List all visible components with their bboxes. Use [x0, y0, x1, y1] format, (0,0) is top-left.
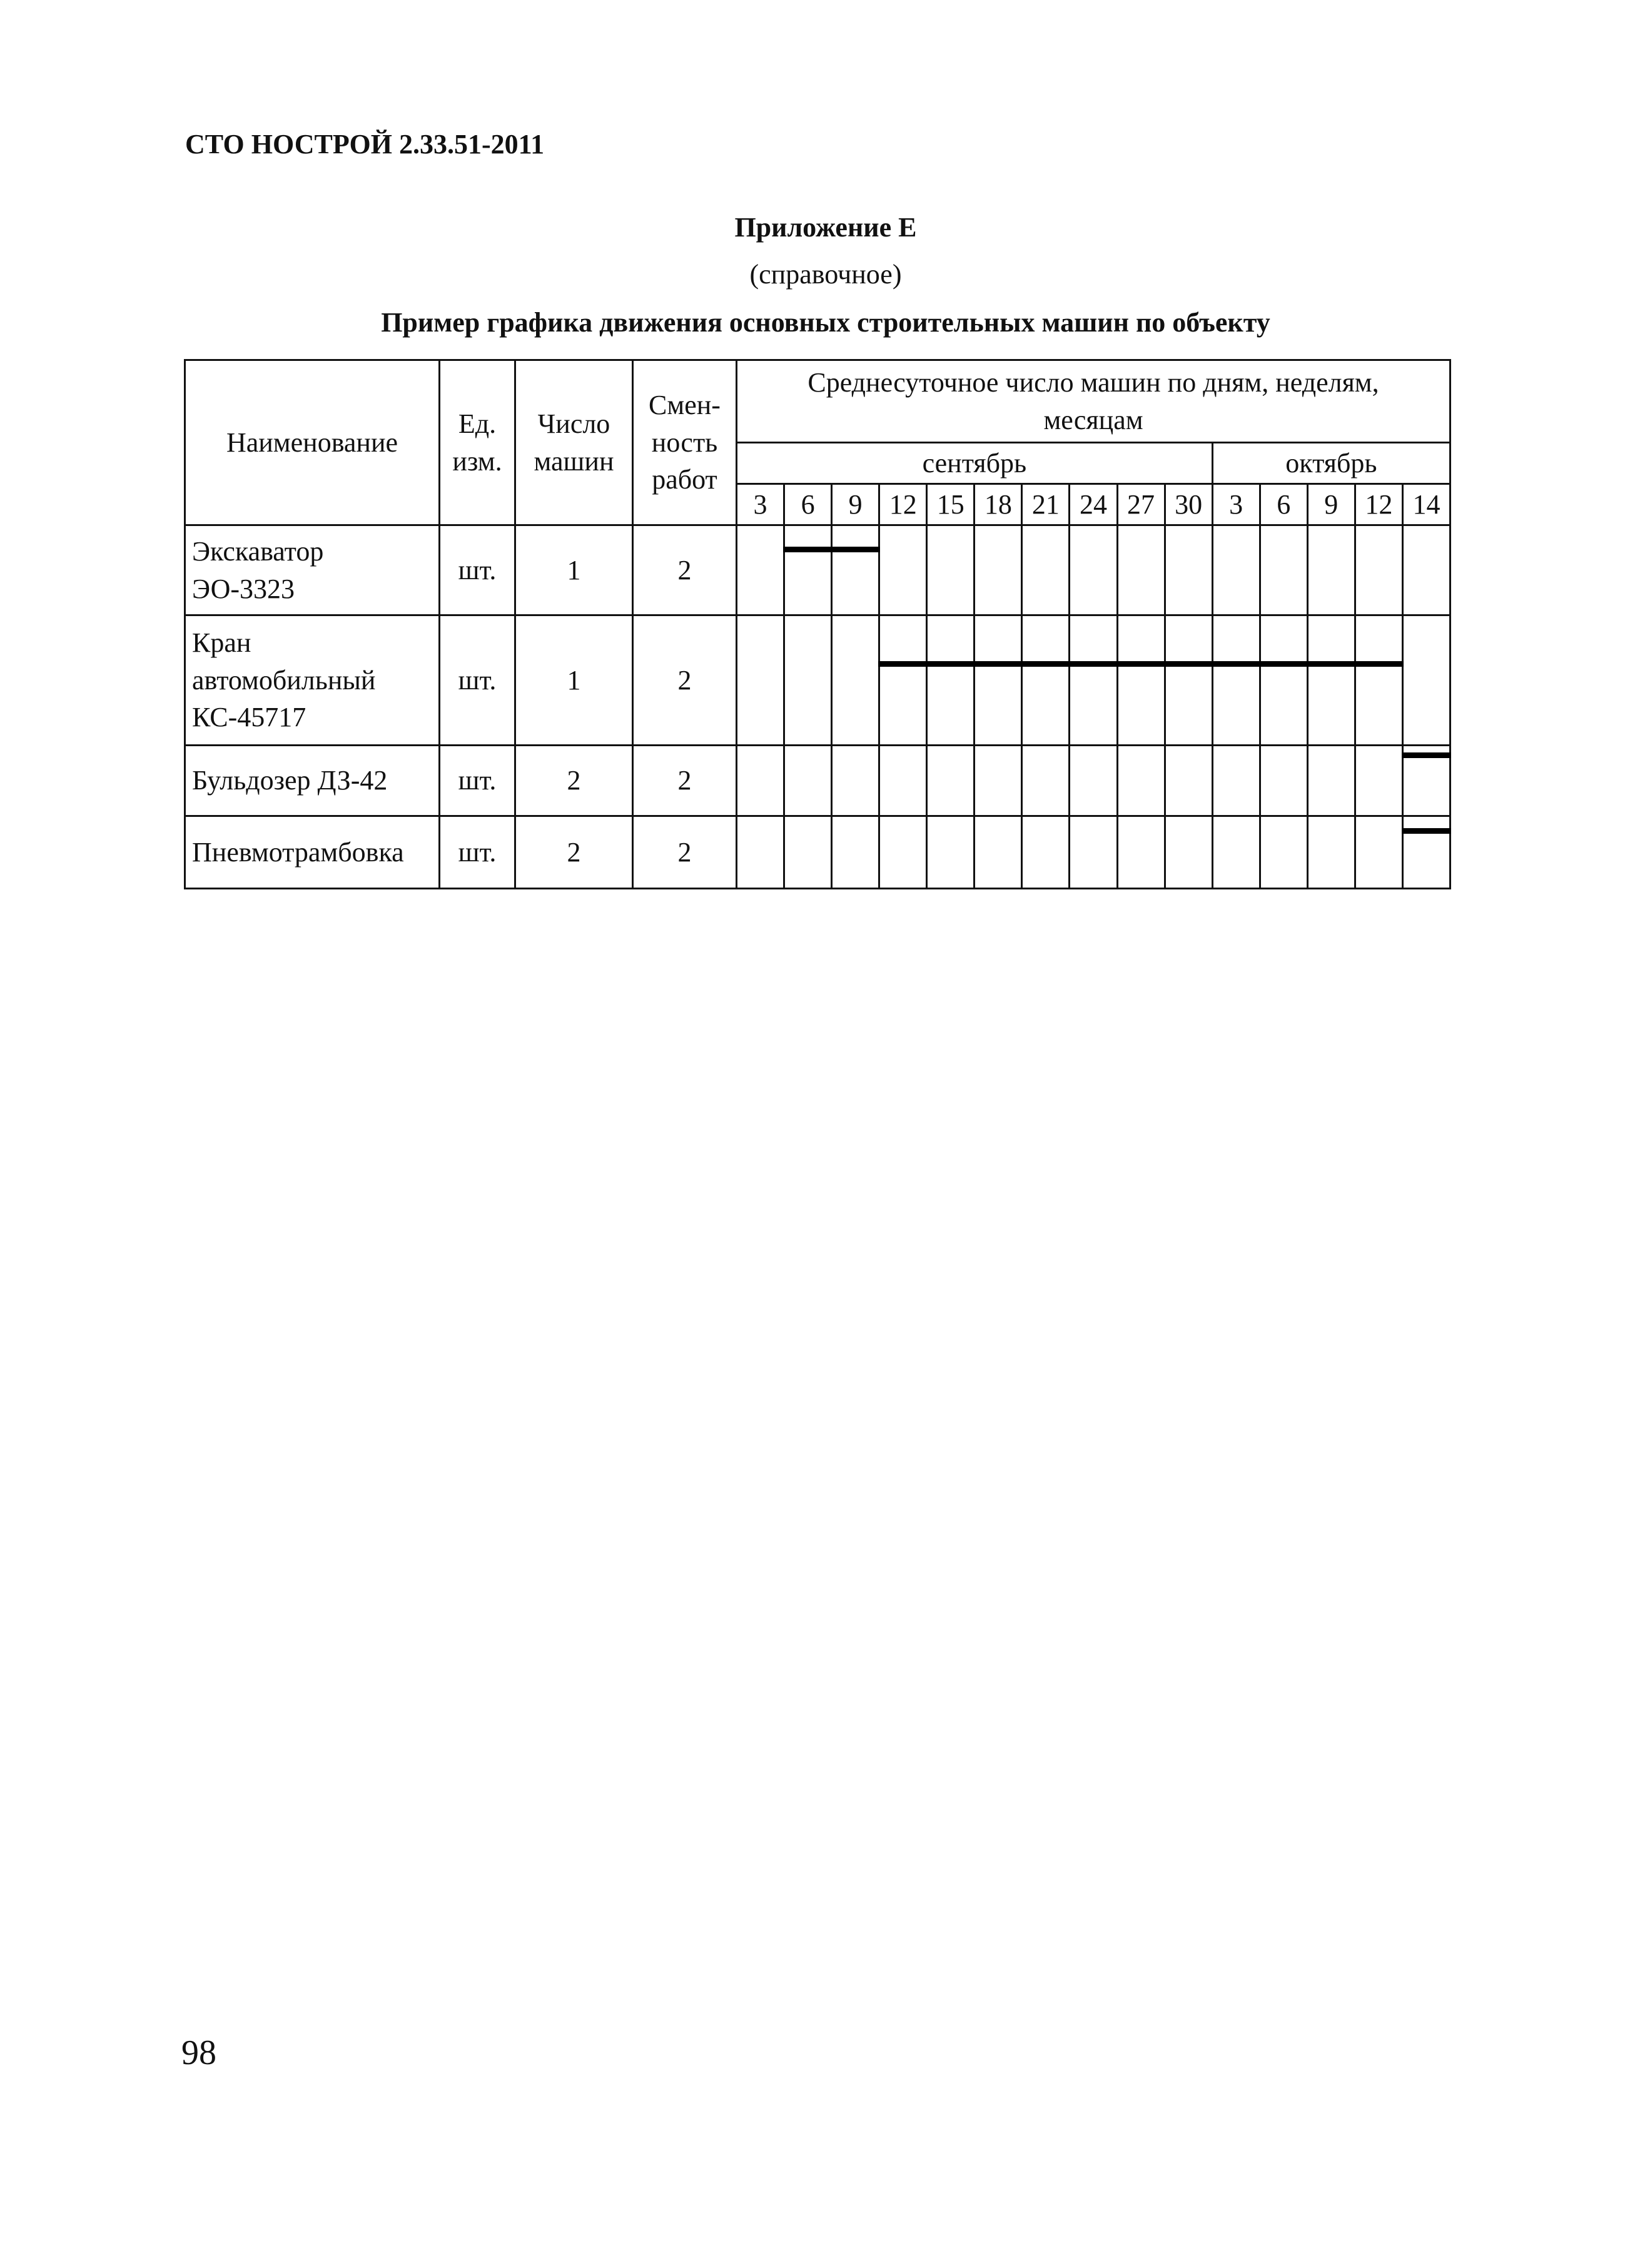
table-row: [185, 746, 1450, 816]
header-schedule-line2: месяцам: [1043, 404, 1143, 435]
schedule-cell: [1212, 525, 1260, 615]
schedule-cell: [974, 746, 1022, 816]
schedule-cell: [1070, 615, 1117, 746]
shift-cell: 2: [633, 525, 737, 615]
schedule-cell: [1307, 615, 1355, 746]
header-unit-line2: изм.: [452, 445, 502, 477]
schedule-cell: [1212, 746, 1260, 816]
schedule-cell: [1165, 525, 1212, 615]
header-month-october: октябрь: [1212, 443, 1450, 484]
schedule-bar: [878, 661, 928, 667]
schedule-cell: [1022, 525, 1070, 615]
schedule-cell: [1355, 615, 1402, 746]
shift-cell: 2: [633, 816, 737, 889]
day-header-cell: 9: [832, 484, 879, 525]
schedule-cell: [784, 816, 832, 889]
schedule-bar: [926, 661, 975, 667]
day-header-cell: 6: [784, 484, 832, 525]
schedule-cell: [1260, 746, 1307, 816]
day-header-cell: 21: [1022, 484, 1070, 525]
schedule-cell: [1212, 615, 1260, 746]
header-schedule: [737, 360, 1450, 443]
schedule-cell: [879, 746, 927, 816]
schedule-cell: [1260, 615, 1307, 746]
schedule-bar: [1212, 661, 1261, 667]
schedule-cell: [1307, 816, 1355, 889]
machine-name-cell: [185, 525, 440, 615]
shift-cell: 2: [633, 746, 737, 816]
schedule-bar: [1307, 661, 1356, 667]
appendix-title: Приложение Е: [734, 212, 917, 243]
schedule-cell: [832, 615, 879, 746]
day-header-cell: 6: [1260, 484, 1307, 525]
schedule-cell: [1022, 615, 1070, 746]
day-header-cell: 12: [879, 484, 927, 525]
schedule-cell: [1070, 816, 1117, 889]
day-header-cell: 3: [1212, 484, 1260, 525]
schedule-bar: [1402, 752, 1451, 758]
schedule-cell: [1212, 816, 1260, 889]
day-header-cell: 24: [1070, 484, 1117, 525]
schedule-cell: [1307, 525, 1355, 615]
page-number: 98: [181, 2033, 216, 2072]
day-header-cell: 3: [737, 484, 784, 525]
schedule-cell: [1402, 746, 1450, 816]
schedule-cell: [1117, 746, 1165, 816]
header-count: [515, 360, 633, 525]
schedule-cell: [879, 615, 927, 746]
header-shift-line3: работ: [652, 464, 717, 495]
unit-cell: шт.: [440, 525, 515, 615]
schedule-cell: [832, 525, 879, 615]
shift-cell: 2: [633, 615, 737, 746]
machine-name-line: автомобильный: [192, 664, 376, 696]
schedule-cell: [1070, 525, 1117, 615]
document-code: СТО НОСТРОЙ 2.33.51-2011: [185, 129, 545, 159]
schedule-bar: [1259, 661, 1309, 667]
machine-name-line: Пневмотрамбовка: [192, 836, 404, 868]
schedule-cell: [879, 525, 927, 615]
schedule-cell: [1402, 615, 1450, 746]
schedule-cell: [1307, 746, 1355, 816]
schedule-cell: [737, 746, 784, 816]
schedule-bar: [1021, 661, 1070, 667]
machine-name-line: Бульдозер ДЗ-42: [192, 765, 388, 796]
count-cell: 2: [515, 816, 633, 889]
schedule-bar: [1164, 661, 1213, 667]
header-unit: [440, 360, 515, 525]
schedule-cell: [784, 525, 832, 615]
schedule-cell: [784, 746, 832, 816]
header-unit-line1: Ед.: [458, 408, 497, 440]
day-header-cell: 27: [1117, 484, 1165, 525]
schedule-cell: [1402, 525, 1450, 615]
schedule-cell: [1117, 615, 1165, 746]
machine-name-line: Кран: [192, 627, 251, 659]
schedule-bar: [1354, 661, 1404, 667]
schedule-cell: [1165, 746, 1212, 816]
day-header-cell: 12: [1355, 484, 1402, 525]
machine-name-cell: [185, 746, 440, 816]
machine-name-line: ЭО-3323: [192, 573, 295, 604]
machine-schedule-table: [184, 359, 1451, 889]
schedule-cell: [1260, 816, 1307, 889]
header-count-line2: машин: [534, 445, 614, 477]
schedule-cell: [832, 816, 879, 889]
machine-name-cell: [185, 615, 440, 746]
schedule-cell: [974, 525, 1022, 615]
unit-cell: шт.: [440, 746, 515, 816]
schedule-bar: [973, 661, 1023, 667]
machine-name-line: КС-45717: [192, 702, 306, 733]
schedule-bar: [1402, 828, 1451, 834]
table-row: [185, 615, 1450, 746]
header-month-september: сентябрь: [737, 443, 1213, 484]
day-header-cell: 9: [1307, 484, 1355, 525]
schedule-cell: [1402, 816, 1450, 889]
schedule-cell: [974, 816, 1022, 889]
header-shift-line1: Смен-: [649, 390, 721, 421]
schedule-cell: [1355, 816, 1402, 889]
header-name: Наименование: [185, 360, 440, 525]
count-cell: 1: [515, 525, 633, 615]
schedule-cell: [1070, 746, 1117, 816]
schedule-cell: [879, 816, 927, 889]
schedule-cell: [1165, 816, 1212, 889]
schedule-cell: [1022, 816, 1070, 889]
unit-cell: шт.: [440, 816, 515, 889]
schedule-cell: [737, 816, 784, 889]
schedule-cell: [1117, 525, 1165, 615]
schedule-cell: [1117, 816, 1165, 889]
schedule-cell: [737, 525, 784, 615]
schedule-cell: [832, 746, 879, 816]
schedule-cell: [1355, 746, 1402, 816]
day-header-cell: 30: [1165, 484, 1212, 525]
schedule-bar: [783, 547, 833, 552]
machine-name-line: Экскаватор: [192, 536, 324, 567]
schedule-bar: [1116, 661, 1166, 667]
schedule-cell: [1022, 746, 1070, 816]
count-cell: 2: [515, 746, 633, 816]
table-title: Пример графика движения основных строительных машин по объекту: [381, 307, 1270, 338]
schedule-cell: [1355, 525, 1402, 615]
header-shift: [633, 360, 737, 525]
unit-cell: шт.: [440, 615, 515, 746]
schedule-cell: [927, 746, 974, 816]
schedule-cell: [927, 816, 974, 889]
machine-name-cell: [185, 816, 440, 889]
schedule-cell: [974, 615, 1022, 746]
schedule-cell: [927, 615, 974, 746]
header-schedule-line1: Среднесуточное число машин по дням, неделям,: [807, 367, 1379, 398]
schedule-cell: [1260, 525, 1307, 615]
schedule-cell: [784, 615, 832, 746]
schedule-bar: [1068, 661, 1118, 667]
header-count-line1: Число: [537, 408, 610, 440]
day-header-cell: 15: [927, 484, 974, 525]
day-header-cell: 18: [974, 484, 1022, 525]
schedule-cell: [737, 615, 784, 746]
schedule-cell: [927, 525, 974, 615]
table-row: [185, 816, 1450, 889]
table-row: [185, 525, 1450, 615]
schedule-bar: [831, 547, 880, 552]
header-shift-line2: ность: [651, 427, 718, 458]
schedule-cell: [1165, 615, 1212, 746]
day-header-cell: 14: [1402, 484, 1450, 525]
count-cell: 1: [515, 615, 633, 746]
appendix-subtitle: (справочное): [749, 259, 902, 290]
